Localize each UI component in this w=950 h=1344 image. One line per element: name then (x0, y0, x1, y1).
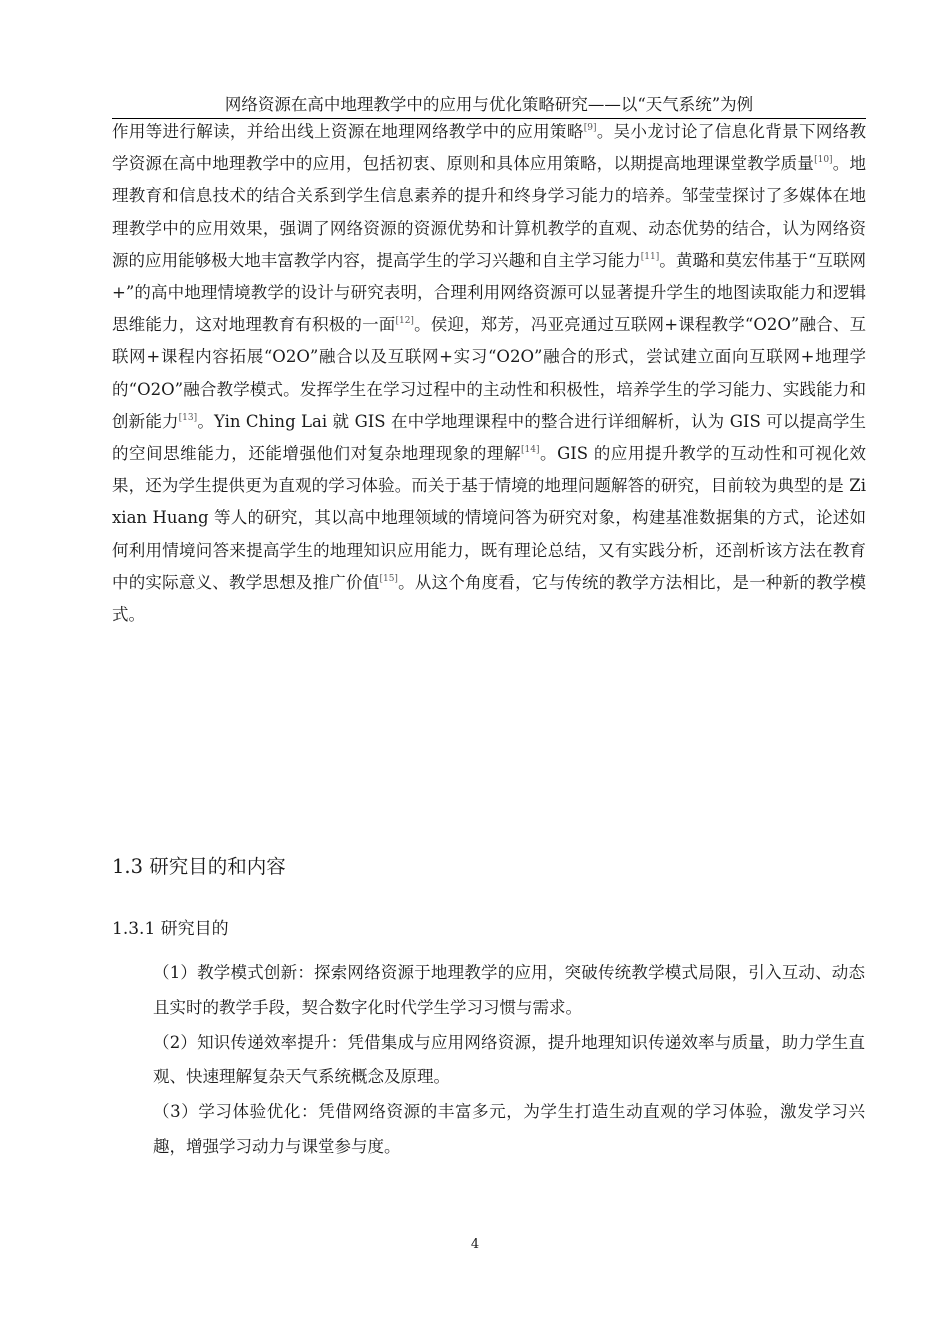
body-text: 。GIS 的应用提升教学的互动性和可视化效果，还为学生提供更为直观的学习体验。而关于基于情境的地理问题解答的研究，目前较为典型的是 Zixian Huang 等人的研究，其以高中地理领域的情境问答为研究对象，构建基准数据集的方式，论述如何利用情境问答来提高学生的地理知识应用能力，既有理论总结，又有实践分析，还剖析该方法在教育中的实际意义、教学思想及推广价值 (112, 444, 867, 592)
body-text: 作用等进行解读，并给出线上资源在地理网络教学中的应用策略 (112, 122, 584, 141)
subsection-heading: 1.3.1 研究目的 (112, 919, 229, 939)
body-text: 。Yin Ching Lai 就 GIS 在中学地理课程中的整合进行详细解析，认为 GIS 可以提高学生的空间思维能力，还能增强他们对复杂地理现象的理解 (112, 411, 867, 464)
objective-item: （2）知识传递效率提升：凭借集成与应用网络资源，提升地理知识传递效率与质量，助力学生直观、快速理解复杂天气系统概念及原理。 (153, 1032, 865, 1087)
body-text: 。吴小龙讨论了信息化背景下网络教学资源在高中地理教学中的应用，包括初衷、原则和具体应用策略，以期提高地理课堂教学质量 (112, 122, 867, 174)
citation-ref: [13] (178, 412, 198, 423)
body-text: 。黄璐和莫宏伟基于“互联网+”的高中地理情境教学的设计与研究表明，合理利用网络资源可以显著提升学生的地图读取能力和逻辑思维能力，这对地理教育有积极的一面 (112, 250, 867, 335)
citation-ref: [15] (379, 573, 398, 584)
citation-ref: [12] (395, 316, 414, 327)
objective-item: （3）学习体验优化：凭借网络资源的丰富多元，为学生打造生动直观的学习体验，激发学习兴趣，增强学习动力与课堂参与度。 (153, 1102, 865, 1156)
citation-ref: [9] (583, 123, 597, 133)
citation-ref: [11] (640, 251, 660, 262)
objective-item: （1）教学模式创新：探索网络资源于地理教学的应用，突破传统教学模式局限，引入互动、动态且实时的教学手段，契合数字化时代学生学习习惯与需求。 (153, 963, 865, 1017)
citation-ref: [14] (521, 445, 540, 456)
body-text: 。从这个角度看，它与传统的教学方法相比，是一种新的教学模式。 (112, 572, 867, 625)
running-header: 网络资源在高中地理教学中的应用与优化策略研究——以“天气系统”为例 (224, 95, 754, 114)
citation-ref: [10] (814, 155, 833, 166)
body-paragraph (112, 116, 866, 631)
body-text: 。地理教育和信息技术的结合关系到学生信息素养的提升和终身学习能力的培养。邹莹莹探讨了多媒体在地理教学中的应用效果，强调了网络资源的资源优势和计算机教学的直观、动态优势的结合，认为网络资源的应用能够极大地丰富教学内容，提高学生的学习兴趣和自主学习能力 (112, 154, 867, 270)
body-text: 。侯迎，郑芳，冯亚亮通过互联网+课程教学“O2O”融合、互联网+课程内容拓展“O2O”融合以及互联网+实习“O2O”融合的形式，尝试建立面向互联网+地理学的“O2O”融合教学模式。发挥学生在学习过程中的主动性和积极性，培养学生的学习能力、实践能力和创新能力 (112, 315, 867, 431)
page-number: 4 (470, 1237, 480, 1252)
section-heading: 1.3 研究目的和内容 (112, 855, 286, 878)
objectives-list (153, 956, 865, 1165)
